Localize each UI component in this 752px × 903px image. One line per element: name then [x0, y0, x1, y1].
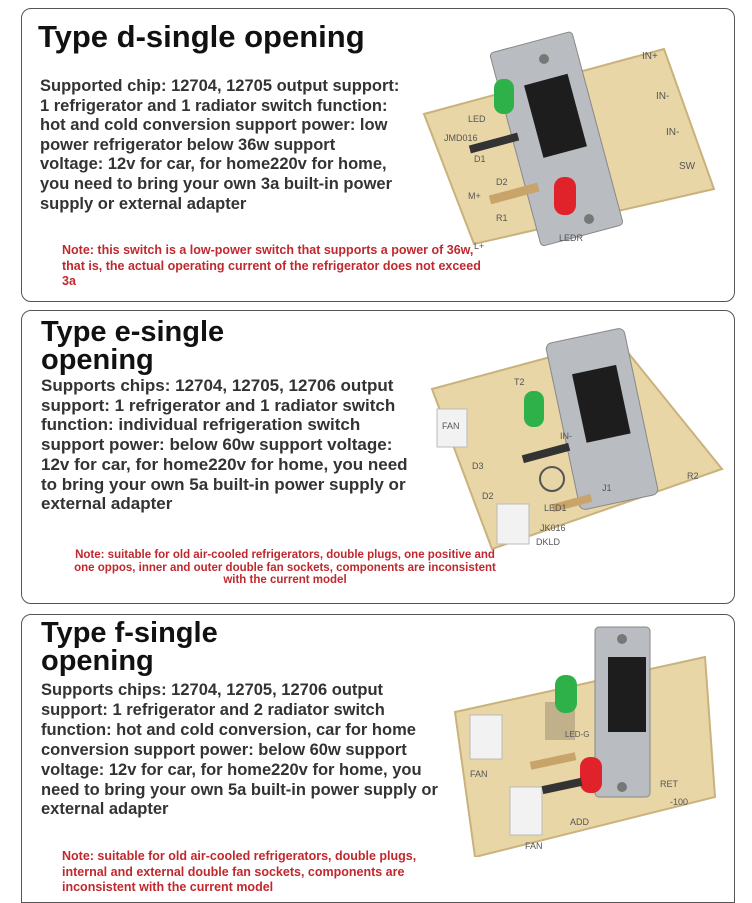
card-description: Supports chips: 12704, 12705, 12706 output support: 1 refrigerator and 1 radiator switch function: individual refrigeration switch support power: below 60w support voltage: 12v for car, for home220v for home, you need to bring your own 5a built-in power supply or external adapter	[41, 376, 408, 514]
switch-board-photo-f	[430, 617, 730, 857]
pcb-label: ADD	[570, 817, 590, 827]
pcb-label: LED-G	[565, 730, 590, 739]
pcb-label: -100	[670, 797, 689, 807]
pcb-label: IN+	[642, 51, 658, 62]
pcb-label: RET	[660, 779, 678, 789]
pcb-label: FAN	[525, 841, 543, 851]
pcb-label: M+	[468, 191, 481, 201]
pcb-label: LED	[468, 114, 486, 124]
pcb-label: R2	[687, 471, 699, 481]
card-note: Note: this switch is a low-power switch that supports a power of 36w, that is, the actual operating current of the refrigerator does not exceed 3a	[62, 243, 481, 288]
pcb-label: D2	[496, 177, 508, 187]
pcb-label: D1	[474, 154, 486, 164]
pcb-label: FAN	[442, 421, 460, 431]
pcb-label: LEDR	[559, 233, 584, 243]
pcb-label: R1	[496, 213, 508, 223]
card-note: Note: suitable for old air-cooled refrigerators, double plugs, internal and external double fan sockets, components are inconsistent with the current model	[62, 849, 417, 894]
card-description: Supports chips: 12704, 12705, 12706 output support: 1 refrigerator and 2 radiator switch function: hot and cold conversion, car for home conversion support power: below 60w support voltage: 12v for car, for home220v for home, you need to bring your own 5a built-in power supply or external adapter	[41, 681, 438, 819]
pcb-label: IN-	[656, 91, 670, 102]
pcb-label: FAN	[470, 769, 488, 779]
pcb-label: J1	[602, 483, 612, 493]
card-note: Note: suitable for old air-cooled refrigerators, double plugs, one positive and one oppos, inner and outer double fan sockets, components are inconsistent with the current model	[74, 549, 496, 586]
pcb-label: LED1	[544, 503, 567, 513]
pcb-label: D2	[482, 491, 494, 501]
switch-board-photo-e	[402, 319, 732, 569]
product-card-type-f	[21, 614, 735, 903]
product-card-type-e	[21, 310, 735, 604]
pcb-label: JMD016	[444, 133, 478, 143]
switch-board-photo-d	[394, 19, 734, 259]
pcb-label: T2	[514, 377, 525, 387]
card-title: Type f-single opening	[41, 617, 218, 677]
pcb-label: IN-	[666, 127, 680, 138]
pcb-label: L+	[474, 241, 485, 251]
card-title: Type e-single opening	[41, 316, 225, 376]
pcb-label: IN-	[560, 431, 572, 441]
card-title: Type d-single opening	[38, 19, 365, 54]
pcb-label: SW	[679, 161, 696, 172]
pcb-label: JK016	[540, 523, 566, 533]
pcb-label: D3	[472, 461, 484, 471]
card-description: Supported chip: 12704, 12705 output support: 1 refrigerator and 1 radiator switch function: hot and cold conversion support power: low power refrigerator below 36w support voltage: 12v for car, for home220v for home, you need to bring your own 3a built-in power supply or external adapter	[40, 77, 400, 213]
pcb-label: DKLD	[536, 537, 561, 547]
product-card-type-d	[21, 8, 735, 302]
